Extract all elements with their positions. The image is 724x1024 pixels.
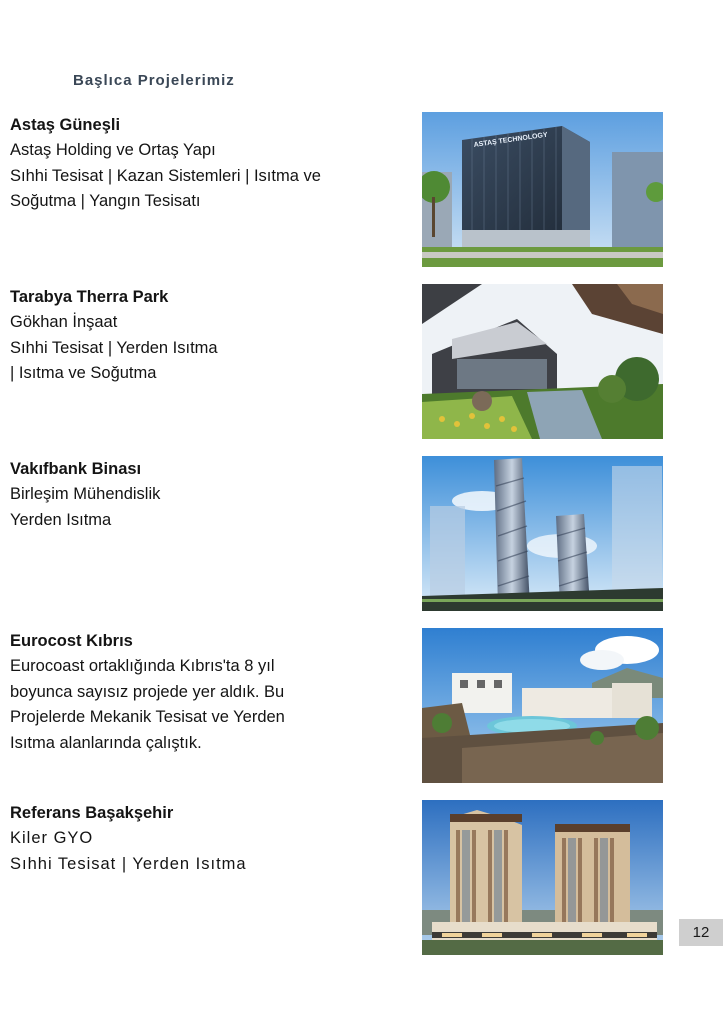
project-line: Eurocoast ortaklığında Kıbrıs'ta 8 yıl [10, 657, 275, 675]
project-title: Tarabya Therra Park [10, 288, 169, 306]
project-line: Isıtma alanlarında çalıştık. [10, 733, 202, 752]
project-line: Yerden Isıtma [10, 510, 112, 529]
project-tarabya-therra-park [10, 285, 400, 387]
project-referans-basaksehir [10, 801, 400, 877]
project-title: Vakıfbank Binası [10, 460, 142, 478]
project-line: Kiler GYO [10, 829, 94, 847]
project-line: Sıhhi Tesisat | Kazan Sistemleri | Isıtma ve [10, 166, 321, 185]
project-eurocost-kibris [10, 629, 400, 756]
project-line: Astaş Holding ve Ortaş Yapı [10, 141, 216, 159]
project-vakifbank-binasi [10, 457, 400, 533]
project-title: Referans Başakşehir [10, 804, 174, 822]
photo-astas-building [422, 112, 663, 267]
project-title: Astaş Güneşli [10, 116, 121, 134]
photo-basaksehir-towers [422, 800, 663, 955]
project-line: Gökhan İnşaat [10, 313, 118, 331]
project-astas-guneshli [10, 113, 400, 215]
project-title: Eurocost Kıbrıs [10, 632, 133, 650]
project-line: | Isıtma ve Soğutma [10, 364, 157, 382]
project-line: boyunca sayısız projede yer aldık. Bu [10, 682, 285, 701]
project-line: Projelerde Mekanik Tesisat ve Yerden [10, 708, 285, 726]
project-line: Soğutma | Yangın Tesisatı [10, 192, 201, 210]
project-line: Sıhhi Tesisat | Yerden Isıtma [10, 854, 247, 873]
photo-eurocost-resort [422, 628, 663, 783]
page-heading: Başlıca Projelerimiz [73, 72, 235, 89]
photo-tarabya-villas [422, 284, 663, 439]
page-number: 12 [679, 919, 723, 946]
project-line: Sıhhi Tesisat | Yerden Isıtma [10, 338, 218, 357]
photo-vakifbank-towers [422, 456, 663, 611]
project-line: Birleşim Mühendislik [10, 485, 161, 503]
building-sign: ASTAŞ TECHNOLOGY [473, 131, 549, 149]
